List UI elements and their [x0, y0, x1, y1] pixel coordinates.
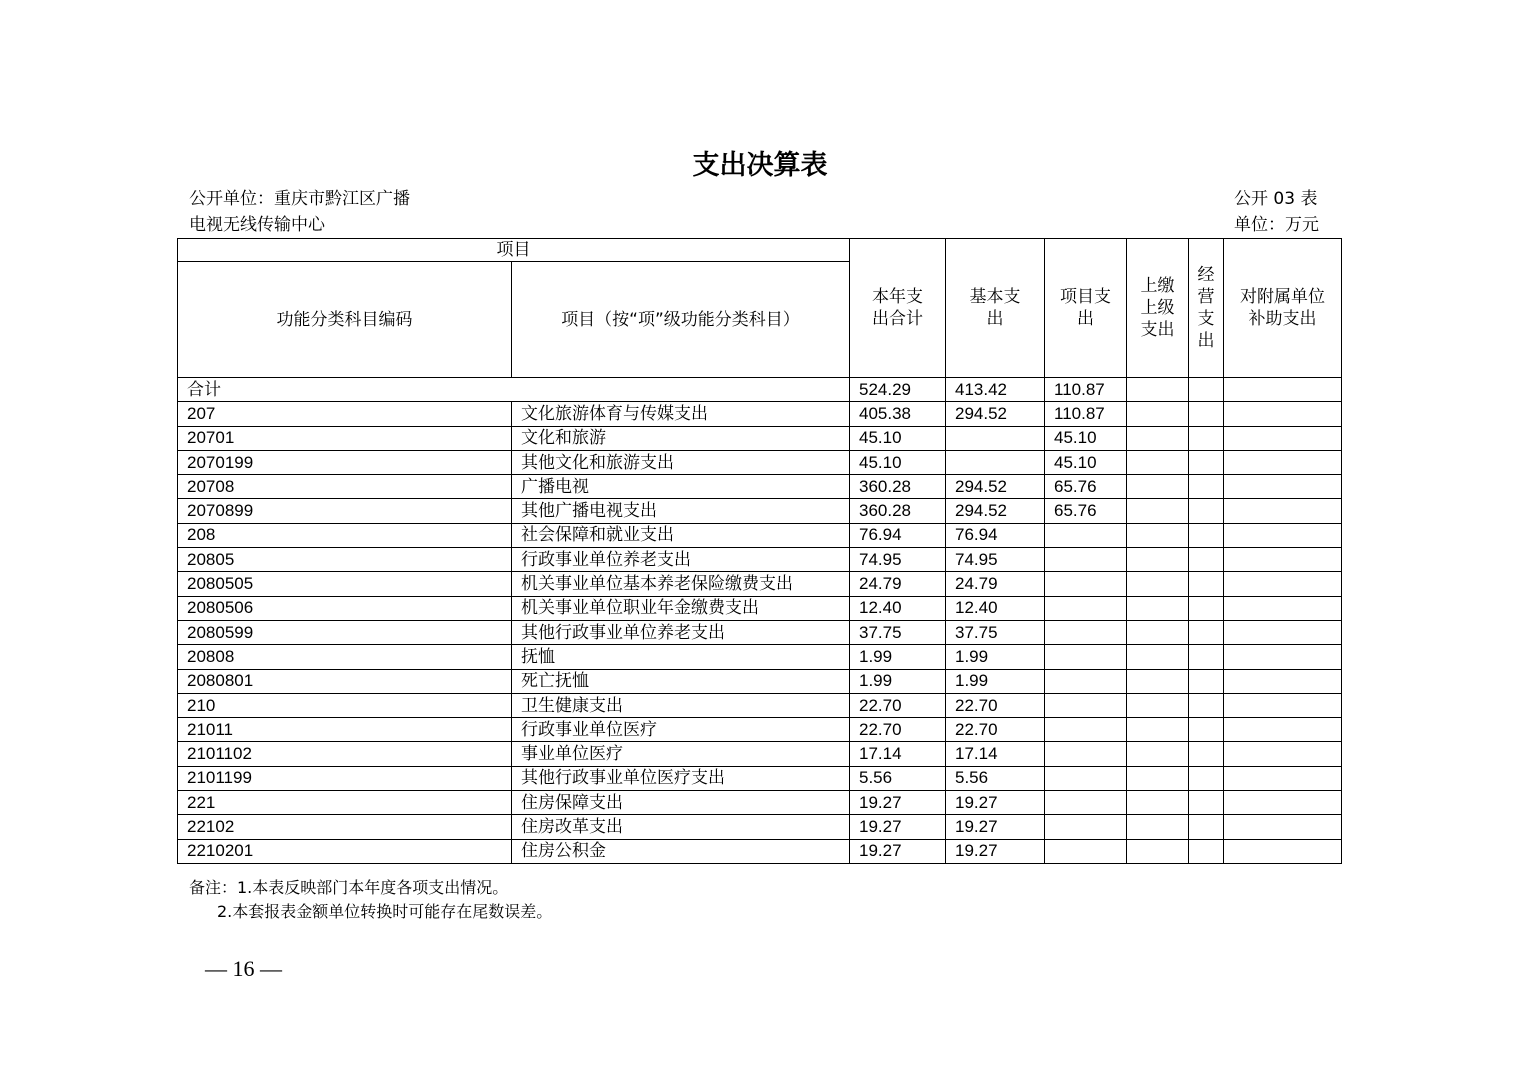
total-project: 110.87: [1045, 378, 1127, 402]
row-business: [1189, 839, 1224, 863]
header-total: 本年支出合计: [850, 239, 946, 378]
row-total: 45.10: [850, 450, 946, 474]
row-name: 社会保障和就业支出: [512, 523, 850, 547]
row-subsidy: [1224, 596, 1342, 620]
row-name: 住房改革支出: [512, 815, 850, 839]
table-row: [178, 499, 1342, 523]
row-upper: [1127, 402, 1189, 426]
row-project: [1045, 815, 1127, 839]
row-code: 2101102: [178, 742, 512, 766]
row-basic: 22.70: [946, 693, 1045, 717]
header-code: 功能分类科目编码: [178, 262, 512, 378]
row-basic: 76.94: [946, 523, 1045, 547]
row-basic: 294.52: [946, 499, 1045, 523]
row-code: 22102: [178, 815, 512, 839]
row-upper: [1127, 791, 1189, 815]
row-subsidy: [1224, 669, 1342, 693]
row-name: 文化旅游体育与传媒支出: [512, 402, 850, 426]
row-basic: 294.52: [946, 475, 1045, 499]
table-row: [178, 426, 1342, 450]
row-basic: [946, 426, 1045, 450]
row-business: [1189, 815, 1224, 839]
row-business: [1189, 645, 1224, 669]
page-title: 支出决算表: [692, 150, 828, 181]
row-code: 221: [178, 791, 512, 815]
row-code: 2101199: [178, 766, 512, 790]
row-total: 19.27: [850, 815, 946, 839]
row-code: 208: [178, 523, 512, 547]
table-row: [178, 645, 1342, 669]
row-upper: [1127, 815, 1189, 839]
row-total: 1.99: [850, 645, 946, 669]
row-project: 65.76: [1045, 475, 1127, 499]
table-row: [178, 669, 1342, 693]
row-subsidy: [1224, 548, 1342, 572]
row-code: 21011: [178, 718, 512, 742]
row-upper: [1127, 572, 1189, 596]
row-basic: [946, 450, 1045, 474]
row-total: 37.75: [850, 620, 946, 644]
total-amount: 524.29: [850, 378, 946, 402]
table-row: [178, 766, 1342, 790]
row-basic: 17.14: [946, 742, 1045, 766]
row-project: [1045, 572, 1127, 596]
row-name: 行政事业单位养老支出: [512, 548, 850, 572]
expenditure-table: [177, 238, 1342, 864]
table-row: [178, 523, 1342, 547]
row-basic: 1.99: [946, 645, 1045, 669]
row-name: 其他广播电视支出: [512, 499, 850, 523]
row-basic: 5.56: [946, 766, 1045, 790]
row-upper: [1127, 426, 1189, 450]
row-business: [1189, 450, 1224, 474]
row-subsidy: [1224, 839, 1342, 863]
row-business: [1189, 572, 1224, 596]
row-business: [1189, 718, 1224, 742]
table-row: [178, 548, 1342, 572]
row-total: 24.79: [850, 572, 946, 596]
table-row: [178, 693, 1342, 717]
table-number: 公开 03 表: [1234, 189, 1318, 209]
row-total: 405.38: [850, 402, 946, 426]
row-subsidy: [1224, 645, 1342, 669]
total-row: [178, 378, 1342, 402]
row-project: [1045, 620, 1127, 644]
total-business: [1189, 378, 1224, 402]
row-project: [1045, 742, 1127, 766]
table-row: [178, 742, 1342, 766]
row-upper: [1127, 548, 1189, 572]
row-name: 卫生健康支出: [512, 693, 850, 717]
total-upper: [1127, 378, 1189, 402]
row-project: 45.10: [1045, 450, 1127, 474]
row-code: 20805: [178, 548, 512, 572]
row-business: [1189, 596, 1224, 620]
row-subsidy: [1224, 815, 1342, 839]
row-business: [1189, 742, 1224, 766]
row-business: [1189, 669, 1224, 693]
row-basic: 37.75: [946, 620, 1045, 644]
row-subsidy: [1224, 572, 1342, 596]
row-code: 20808: [178, 645, 512, 669]
row-subsidy: [1224, 766, 1342, 790]
row-total: 76.94: [850, 523, 946, 547]
row-project: [1045, 523, 1127, 547]
row-subsidy: [1224, 426, 1342, 450]
table-row: [178, 815, 1342, 839]
row-business: [1189, 791, 1224, 815]
row-total: 1.99: [850, 669, 946, 693]
row-subsidy: [1224, 402, 1342, 426]
row-total: 360.28: [850, 499, 946, 523]
row-upper: [1127, 839, 1189, 863]
row-project: [1045, 669, 1127, 693]
row-subsidy: [1224, 523, 1342, 547]
row-upper: [1127, 499, 1189, 523]
row-business: [1189, 620, 1224, 644]
row-subsidy: [1224, 475, 1342, 499]
row-total: 17.14: [850, 742, 946, 766]
row-subsidy: [1224, 499, 1342, 523]
row-project: 45.10: [1045, 426, 1127, 450]
table-row: [178, 839, 1342, 863]
row-project: 110.87: [1045, 402, 1127, 426]
row-subsidy: [1224, 450, 1342, 474]
row-upper: [1127, 450, 1189, 474]
row-code: 2080505: [178, 572, 512, 596]
row-upper: [1127, 693, 1189, 717]
row-name: 机关事业单位基本养老保险缴费支出: [512, 572, 850, 596]
row-project: [1045, 645, 1127, 669]
header-basic: 基本支出: [946, 239, 1045, 378]
row-upper: [1127, 718, 1189, 742]
table-row: [178, 475, 1342, 499]
total-basic: 413.42: [946, 378, 1045, 402]
table-row: [178, 450, 1342, 474]
table-info: [1234, 186, 1319, 238]
notes: [189, 876, 552, 924]
row-total: 19.27: [850, 839, 946, 863]
header-item: 项目（按“项”级功能分类科目）: [512, 262, 850, 378]
reporting-unit-line2: 电视无线传输中心: [189, 215, 325, 235]
row-name: 其他行政事业单位医疗支出: [512, 766, 850, 790]
row-name: 其他文化和旅游支出: [512, 450, 850, 474]
reporting-unit: [189, 186, 410, 238]
row-project: [1045, 766, 1127, 790]
unit-measure: 单位：万元: [1234, 215, 1319, 235]
row-business: [1189, 499, 1224, 523]
row-code: 20701: [178, 426, 512, 450]
row-code: 20708: [178, 475, 512, 499]
row-project: [1045, 718, 1127, 742]
table-row: [178, 791, 1342, 815]
row-project: [1045, 596, 1127, 620]
row-name: 抚恤: [512, 645, 850, 669]
row-name: 文化和旅游: [512, 426, 850, 450]
row-basic: 19.27: [946, 815, 1045, 839]
row-name: 死亡抚恤: [512, 669, 850, 693]
row-total: 22.70: [850, 693, 946, 717]
row-upper: [1127, 742, 1189, 766]
total-label: 合计: [178, 378, 850, 402]
row-total: 45.10: [850, 426, 946, 450]
row-business: [1189, 402, 1224, 426]
table-row: [178, 572, 1342, 596]
row-code: 2210201: [178, 839, 512, 863]
row-name: 机关事业单位职业年金缴费支出: [512, 596, 850, 620]
row-total: 5.56: [850, 766, 946, 790]
total-subsidy: [1224, 378, 1342, 402]
row-code: 2080506: [178, 596, 512, 620]
row-total: 74.95: [850, 548, 946, 572]
row-business: [1189, 693, 1224, 717]
header-subsidy: 对附属单位补助支出: [1224, 239, 1342, 378]
row-upper: [1127, 523, 1189, 547]
row-project: 65.76: [1045, 499, 1127, 523]
reporting-unit-line1: 公开单位：重庆市黔江区广播: [189, 189, 410, 209]
row-code: 2070899: [178, 499, 512, 523]
page-number: — 16 —: [205, 956, 282, 981]
row-code: 2080801: [178, 669, 512, 693]
row-name: 行政事业单位医疗: [512, 718, 850, 742]
row-business: [1189, 548, 1224, 572]
row-name: 事业单位医疗: [512, 742, 850, 766]
row-business: [1189, 766, 1224, 790]
row-subsidy: [1224, 791, 1342, 815]
header-project-expense: 项目支出: [1045, 239, 1127, 378]
table-row: [178, 718, 1342, 742]
row-project: [1045, 839, 1127, 863]
note-1: 备注：1.本表反映部门本年度各项支出情况。: [189, 878, 509, 897]
row-code: 207: [178, 402, 512, 426]
row-code: 210: [178, 693, 512, 717]
table-row: [178, 620, 1342, 644]
row-upper: [1127, 596, 1189, 620]
row-basic: 74.95: [946, 548, 1045, 572]
row-basic: 24.79: [946, 572, 1045, 596]
row-project: [1045, 693, 1127, 717]
header-project: 项目: [178, 239, 850, 262]
row-basic: 1.99: [946, 669, 1045, 693]
row-upper: [1127, 645, 1189, 669]
row-project: [1045, 791, 1127, 815]
row-name: 住房公积金: [512, 839, 850, 863]
note-2: 2.本套报表金额单位转换时可能存在尾数误差。: [217, 902, 553, 921]
row-name: 广播电视: [512, 475, 850, 499]
row-upper: [1127, 766, 1189, 790]
row-total: 12.40: [850, 596, 946, 620]
row-basic: 12.40: [946, 596, 1045, 620]
row-code: 2070199: [178, 450, 512, 474]
row-upper: [1127, 620, 1189, 644]
header-upper: 上缴上级支出: [1127, 239, 1189, 378]
row-subsidy: [1224, 693, 1342, 717]
row-name: 其他行政事业单位养老支出: [512, 620, 850, 644]
row-basic: 294.52: [946, 402, 1045, 426]
header-row-1: [178, 239, 1342, 262]
header-business: 经营支出: [1189, 239, 1224, 378]
row-total: 22.70: [850, 718, 946, 742]
table-row: [178, 596, 1342, 620]
row-business: [1189, 523, 1224, 547]
row-upper: [1127, 669, 1189, 693]
row-subsidy: [1224, 718, 1342, 742]
row-basic: 22.70: [946, 718, 1045, 742]
row-basic: 19.27: [946, 839, 1045, 863]
row-total: 19.27: [850, 791, 946, 815]
row-total: 360.28: [850, 475, 946, 499]
row-business: [1189, 426, 1224, 450]
row-upper: [1127, 475, 1189, 499]
row-code: 2080599: [178, 620, 512, 644]
row-project: [1045, 548, 1127, 572]
table-row: [178, 402, 1342, 426]
row-subsidy: [1224, 742, 1342, 766]
row-name: 住房保障支出: [512, 791, 850, 815]
row-subsidy: [1224, 620, 1342, 644]
row-business: [1189, 475, 1224, 499]
row-basic: 19.27: [946, 791, 1045, 815]
